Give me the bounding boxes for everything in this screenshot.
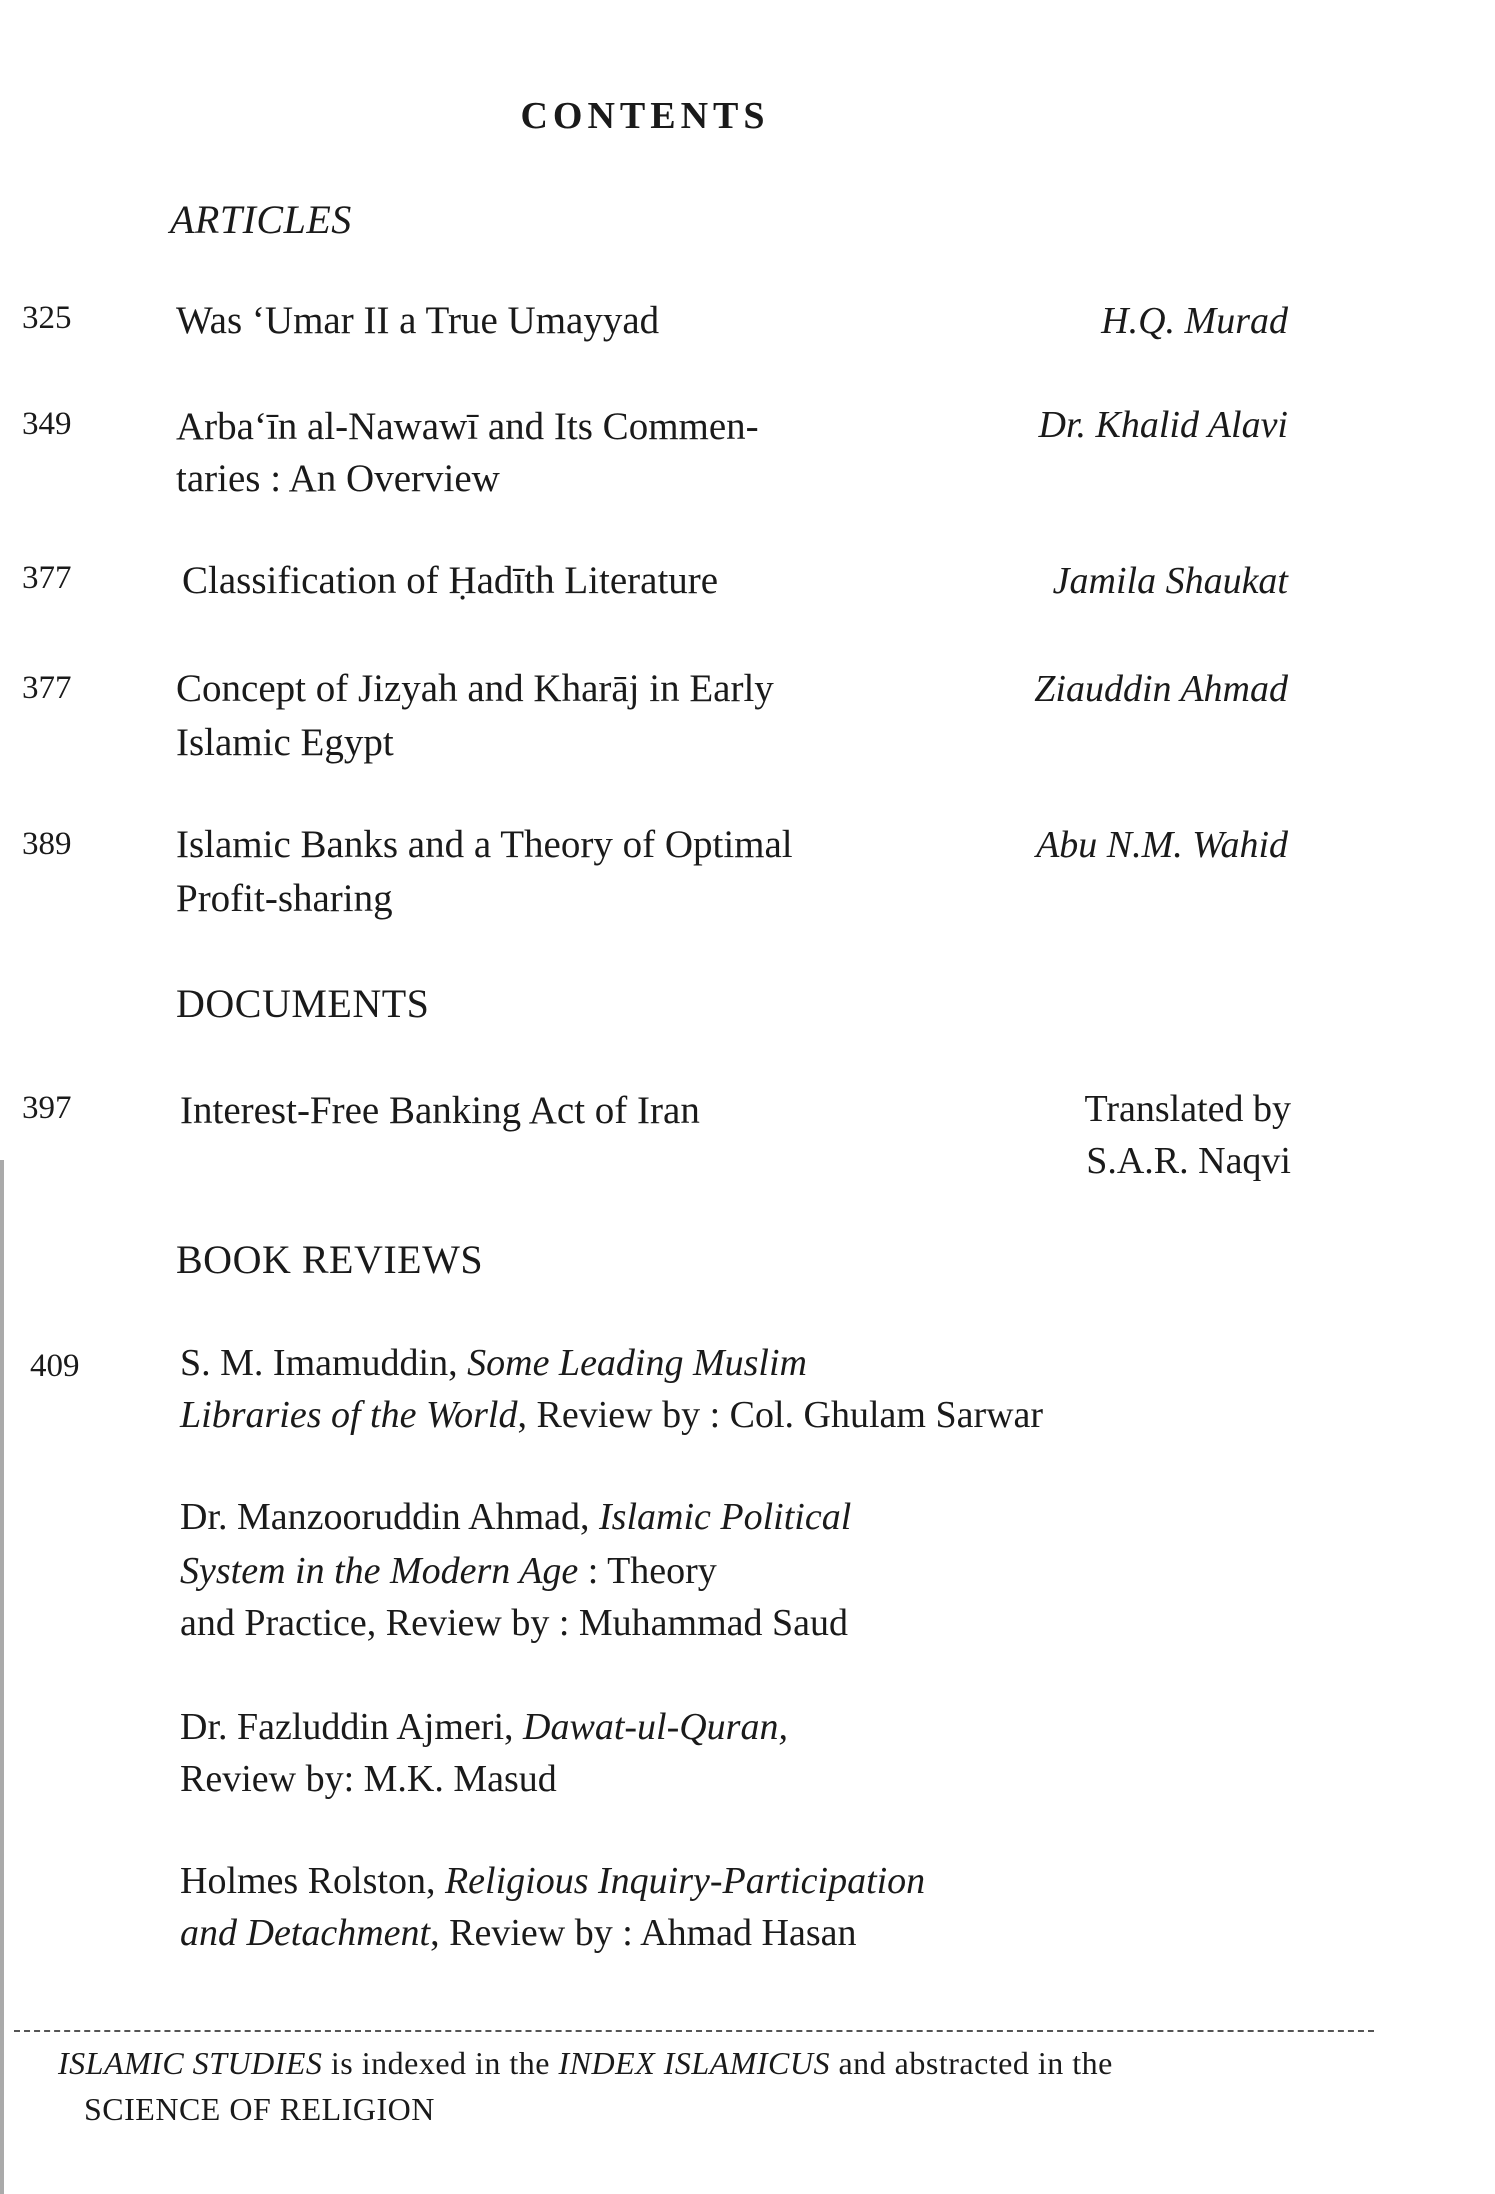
page-number: 389	[22, 826, 72, 862]
article-title-continued: Profit-sharing	[176, 877, 393, 920]
section-heading-documents: DOCUMENTS	[176, 981, 430, 1026]
document-translator: S.A.R. Naqvi	[1086, 1140, 1291, 1182]
section-heading-articles: ARTICLES	[170, 197, 352, 242]
article-title: Concept of Jizyah and Kharāj in Early	[176, 667, 774, 710]
page-title: CONTENTS	[520, 95, 770, 137]
book-review-line: Holmes Rolston, Religious Inquiry-Participation	[180, 1860, 926, 1902]
book-review-line: Review by: M.K. Masud	[180, 1758, 557, 1800]
article-title: Arba‘īn al-Nawawī and Its Commen-	[176, 405, 759, 448]
article-author: Jamila Shaukat	[1052, 560, 1288, 602]
article-title: Was ‘Umar II a True Umayyad	[176, 299, 660, 342]
footer-note-continued: SCIENCE OF RELIGION	[84, 2091, 435, 2127]
page-edge-shadow	[0, 1160, 4, 2194]
page-number: 397	[22, 1090, 72, 1126]
book-review-line: Dr. Manzooruddin Ahmad, Islamic Political	[180, 1496, 852, 1538]
document-title: Interest-Free Banking Act of Iran	[180, 1089, 700, 1132]
section-heading-book-reviews: BOOK REVIEWS	[176, 1237, 484, 1282]
book-review-line: Libraries of the World, Review by : Col. Ghulam Sarwar	[180, 1394, 1044, 1436]
book-review-line: System in the Modern Age : Theory	[180, 1550, 717, 1592]
book-review-line: S. M. Imamuddin, Some Leading Muslim	[180, 1342, 807, 1384]
footer-divider	[14, 2030, 1374, 2032]
article-author: Abu N.M. Wahid	[1036, 824, 1288, 866]
document-translator-label: Translated by	[1084, 1088, 1291, 1130]
article-title-continued: taries : An Overview	[176, 457, 500, 500]
article-title: Islamic Banks and a Theory of Optimal	[176, 823, 793, 866]
article-author: Dr. Khalid Alavi	[1038, 404, 1288, 446]
article-author: Ziauddin Ahmad	[1034, 668, 1288, 710]
page-number: 409	[30, 1348, 80, 1384]
footer-note: ISLAMIC STUDIES is indexed in the INDEX ISLAMICUS and abstracted in the	[58, 2045, 1113, 2081]
book-review-line: and Detachment, Review by : Ahmad Hasan	[180, 1912, 857, 1954]
page-number: 349	[22, 406, 72, 442]
page-number: 377	[22, 670, 72, 706]
article-title-continued: Islamic Egypt	[176, 721, 394, 764]
book-review-line: and Practice, Review by : Muhammad Saud	[180, 1602, 849, 1644]
article-title: Classification of Ḥadīth Literature	[182, 559, 719, 602]
page-number: 377	[22, 560, 72, 596]
book-review-line: Dr. Fazluddin Ajmeri, Dawat-ul-Quran,	[180, 1706, 788, 1748]
page-number: 325	[22, 300, 72, 336]
article-author: H.Q. Murad	[1101, 300, 1288, 342]
